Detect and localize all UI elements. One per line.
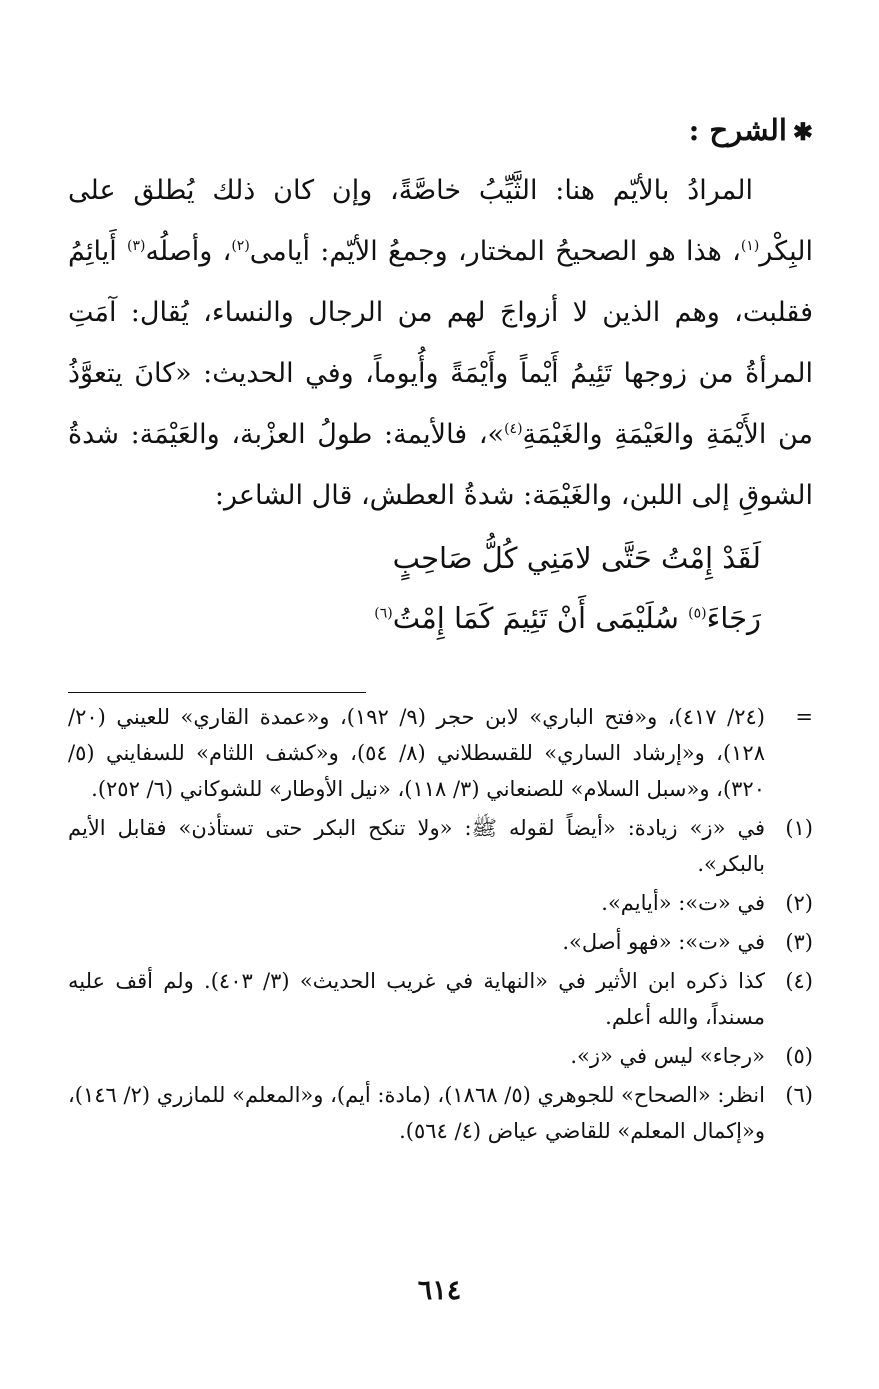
- footnote-text: في «ت»: «أيايم».: [601, 891, 765, 915]
- body-text-segment: ، وأصلُه: [145, 236, 232, 267]
- section-title: الشرح :: [688, 113, 787, 147]
- footnote-text: انظر: «الصحاح» للجوهري (٥/ ١٨٦٨)، (مادة: أيم)، و«المعلم» للمازري (٢/ ١٤٦)، و«إكمال المعلم» للقاضي عياض (٤/ ٥٦٤).: [68, 1083, 765, 1143]
- footnote-text: كذا ذكره ابن الأثير في «النهاية في غريب الحديث» (٣/ ٤٠٣). ولم أقف عليه مسنداً، والله أعلم.: [68, 969, 765, 1029]
- footnote-marker: (٣): [126, 238, 146, 254]
- footnote-text: (٢٤/ ٤١٧)، و«فتح الباري» لابن حجر (٩/ ١٩٢)، و«عمدة القاري» للعيني (٢٠/ ١٢٨)، و«إرشاد الساري» للقسطلاني (٨/ ٥٤)، و«كشف اللثام» للسفايني (٥/ ٣٢٠)، و«سبل السلام» للصنعاني (٣/ ١١٨)، «نيل الأوطار» للشوكاني (٦/ ٢٥٢).: [68, 705, 765, 801]
- footnote-number: =: [795, 705, 813, 729]
- footnotes: [68, 699, 813, 1149]
- footnote-separator: [68, 692, 366, 693]
- footnote-separator-wrap: [68, 692, 813, 693]
- footnote-number: (٦): [785, 1083, 813, 1107]
- verse-text-segment: رَجَاءَ: [706, 601, 761, 635]
- footnote-number: (٢): [785, 891, 813, 915]
- commentary-paragraph: [68, 160, 813, 526]
- poetry-verse: [68, 528, 813, 648]
- body-text-segment: »، فالأيمة: طولُ العزْبة، والعَيْمَة: شدةُ الشوقِ إلى اللبن، والغَيْمَة: شدةُ العطش، قال الشاعر:: [68, 419, 813, 511]
- footnote-text: في «ز» زيادة: «أيضاً لقوله ﷺ: «ولا تنكح البكر حتى تستأذن» فقابل الأيم بالبكر».: [68, 816, 765, 876]
- footnote-number: (٣): [785, 930, 813, 954]
- footnote-marker: (١): [740, 238, 760, 254]
- footnote: [68, 963, 813, 1035]
- footnote-number: (٤): [785, 969, 813, 993]
- body-text-segment: أَيائِمُ فقلبت، وهم الذين لا أزواجَ لهم من الرجال والنساء، يُقال: آمَتِ المرأةُ من زوجها تَئِيمُ أَيْماً وأَيْمَةً وأُيوماً، وفي الحديث: «كانَ يتعوَّذُ من الأَيْمَةِ والعَيْمَةِ والغَيْمَةِ: [68, 236, 813, 450]
- footnote-marker: (٦): [374, 605, 393, 622]
- verse-first-hemistich: لَقَدْ إِمْتُ حَتَّى لامَنِي كُلُّ صَاحِبٍ: [392, 541, 761, 575]
- footnote-text: في «ت»: «فهو أصل».: [562, 930, 765, 954]
- verse-second-hemistich: [68, 588, 813, 648]
- footnote: [68, 810, 813, 882]
- footnote-number: (١): [785, 816, 813, 840]
- footnote-number: (٥): [785, 1044, 813, 1068]
- footnote-marker: (٢): [231, 238, 250, 254]
- footnote: [68, 1038, 813, 1074]
- footnote: [68, 924, 813, 960]
- footnote: [68, 699, 813, 807]
- section-heading: [68, 110, 813, 152]
- page-number: ٦١٤: [417, 1275, 462, 1306]
- star-bullet-icon: ✱: [792, 117, 813, 146]
- footnote-marker: (٥): [688, 605, 707, 622]
- footnote-marker: (٤): [504, 421, 523, 437]
- footnote: [68, 885, 813, 921]
- body-text-segment: ، هذا هو الصحيحُ المختار، وجمعُ الأيّم: أيامى: [249, 236, 741, 267]
- commentary-body: [68, 160, 813, 526]
- footnote-text: «رجاء» ليس في «ز».: [570, 1044, 765, 1068]
- verse-text-segment: سُلَيْمَى أَنْ تَئِيمَ كَمَا إِمْتُ: [392, 601, 689, 635]
- book-page: [68, 92, 813, 1152]
- body-text-segment: المرادُ بالأيّم هنا: الثَّيِّبُ خاصَّةً، وإن كان ذلك يُطلق على البِكْر: [68, 175, 813, 267]
- footnote: [68, 1077, 813, 1149]
